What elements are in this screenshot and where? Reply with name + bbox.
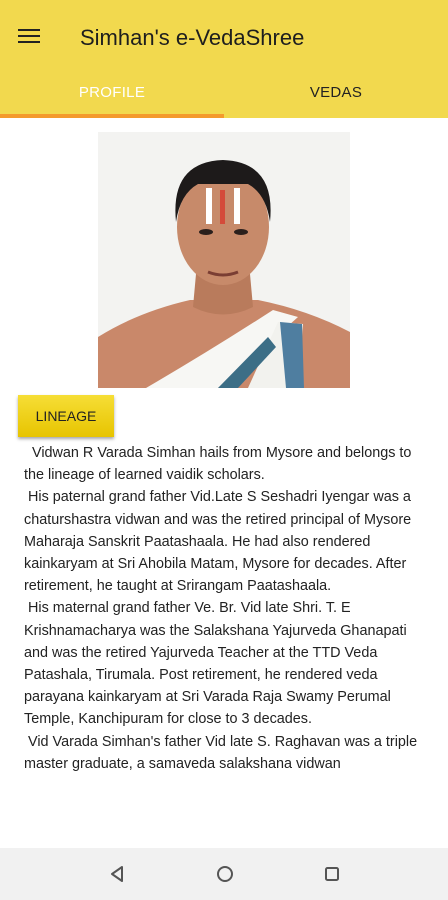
paragraph: Vid Varada Simhan's father Vid late S. Raghavan was a triple master graduate, a samaveda salakshana vidwan	[24, 733, 422, 772]
paragraph: His maternal grand father Ve. Br. Vid late Shri. T. E Krishnamacharya was the Salakshana Yajurveda Ghanapati and was the retired Yajurveda Teacher at the TTD Veda Patashala, Tirumala. Post retirement, he rendered veda parayana kainkaryam at Sri Varada Raja Swamy Perumal Temple, Kanchipuram for close to 3 decades.	[24, 600, 411, 728]
profile-photo	[98, 132, 350, 388]
lineage-button[interactable]: LINEAGE	[18, 395, 114, 437]
home-icon[interactable]	[215, 864, 235, 884]
tab-profile[interactable]: PROFILE	[78, 84, 146, 101]
tab-vedas[interactable]: VEDAS	[309, 84, 363, 101]
profile-text	[24, 442, 424, 834]
app-title: Simhan's e-VedaShree	[80, 25, 305, 50]
tab-indicator	[0, 114, 224, 118]
menu-icon[interactable]	[18, 24, 44, 48]
paragraph: Vidwan R Varada Simhan hails from Mysore and belongs to the lineage of learned vaidik scholars.	[24, 445, 416, 484]
system-nav-bar	[0, 848, 448, 900]
app-bar	[0, 0, 448, 118]
paragraph: His paternal grand father Vid.Late S Seshadri Iyengar was a chaturshastra vidwan and was the retired principal of Mysore Maharaja Sanskrit Paatashaala. He had also rendered kainkaryam at Sri Ahobila Matam, Mysore for decades. After retirement, he taught at Srirangam Paatashaala.	[24, 489, 416, 595]
back-icon[interactable]	[107, 864, 127, 884]
recents-icon[interactable]	[322, 864, 342, 884]
